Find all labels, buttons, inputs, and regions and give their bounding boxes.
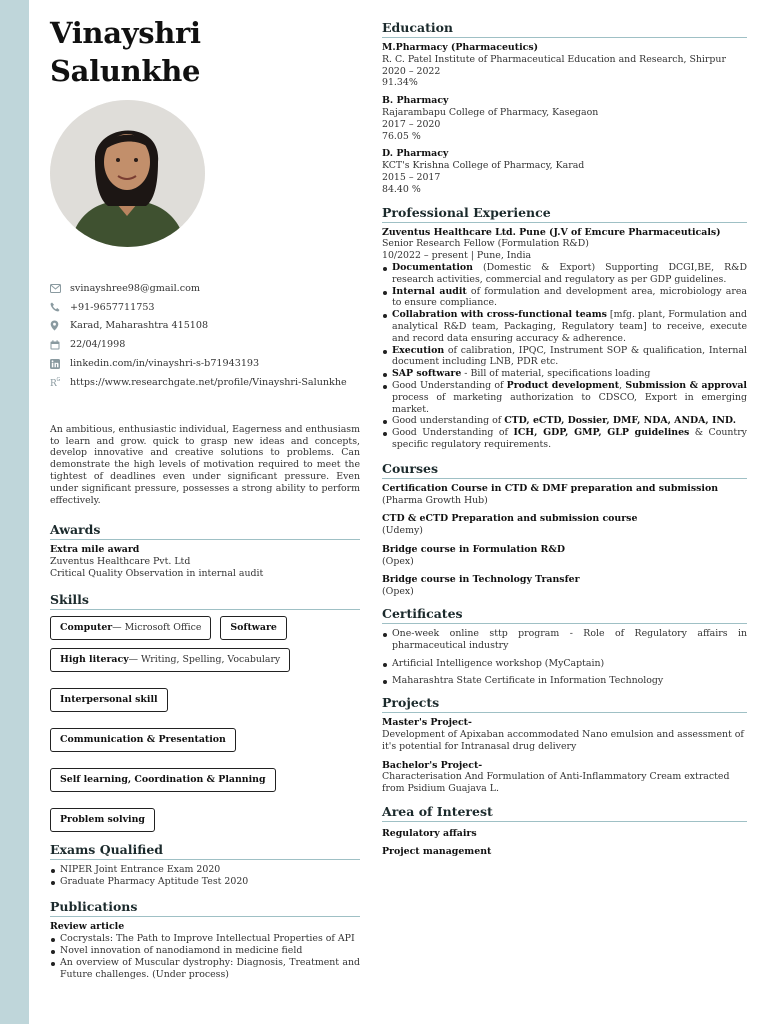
contact-linkedin[interactable] <box>50 354 360 373</box>
experience-company: Zuventus Healthcare Ltd. Pune (J.V of Emcure Pharmaceuticals) <box>382 226 721 238</box>
list-item <box>382 345 747 369</box>
bullet-text: , <box>619 379 626 391</box>
list-item: One-week online sttp program - Role of Regulatory affairs in pharmaceutical industry <box>382 628 747 652</box>
skill-chip-name: Self learning, Coordination & Planning <box>60 774 266 786</box>
education-school: KCT's Krishna College of Pharmacy, Karad <box>382 160 585 172</box>
education-score: 91.34% <box>382 77 418 89</box>
contact-location <box>50 317 360 336</box>
interest-heading: Area of Interest <box>382 804 747 822</box>
publications-heading: Publications <box>50 899 360 917</box>
interest-item: Project management <box>382 845 492 857</box>
education-years: 2020 – 2022 <box>382 65 441 77</box>
certificates-heading: Certificates <box>382 606 747 624</box>
contact-email[interactable] <box>50 279 360 298</box>
list-item: NIPER Joint Entrance Exam 2020 <box>50 864 360 876</box>
contact-researchgate[interactable] <box>50 373 360 392</box>
education-item <box>382 42 747 89</box>
list-item <box>382 427 747 451</box>
calendar-icon <box>50 340 70 350</box>
skill-chip-name: Interpersonal skill <box>60 694 158 706</box>
project-title: Master's Project- <box>382 717 472 729</box>
list-item <box>382 368 747 380</box>
skill-chip <box>50 688 168 712</box>
skill-chip <box>50 728 236 752</box>
education-years: 2017 – 2020 <box>382 118 441 130</box>
skill-chip <box>50 768 276 792</box>
projects-section <box>382 695 747 795</box>
course-title: CTD & eCTD Preparation and submission course <box>382 513 638 525</box>
publications-list <box>50 933 360 980</box>
certificates-list <box>382 628 747 687</box>
interest-list <box>382 828 747 858</box>
right-column <box>382 20 747 858</box>
list-item: Artificial Intelligence workshop (MyCaptain) <box>382 658 747 670</box>
skill-chip <box>50 616 211 640</box>
contact-list <box>50 279 360 392</box>
bullet-text: [mfg. plant, Formulation and analytical R&D team, Packaging, Regulatory team] to receive, execute and record data ensuring accuracy & adherence. <box>392 309 747 344</box>
list-item <box>382 309 747 344</box>
profile-summary: An ambitious, enthusiastic individual, Eagerness and enthusiasm to learn and grow. quick to grasp new ideas and concepts, develop innovative and creative solutions to problems. Can demonstrate the high levels of motivation required to meet the tightest of deadlines even under significant pressure. Even under significant pressure, possesses a strong ability to perform effectively. <box>50 423 360 506</box>
experience-role: Senior Research Fellow (Formulation R&D) <box>382 238 589 250</box>
project-desc: Characterisation And Formulation of Anti-Inflammatory Cream extracted from Psidium Guajava L. <box>382 771 730 795</box>
location-icon <box>50 320 70 331</box>
education-degree: D. Pharmacy <box>382 148 449 160</box>
list-item: Novel innovation of nanodiamond in medicine field <box>50 945 360 957</box>
education-years: 2015 – 2017 <box>382 171 441 183</box>
skill-chip <box>220 616 286 640</box>
courses-section <box>382 461 747 598</box>
course-title: Bridge course in Formulation R&D <box>382 543 565 555</box>
svg-text:G: G <box>56 377 61 384</box>
bullet-strong: Submission & approval <box>625 379 747 391</box>
courses-heading: Courses <box>382 461 747 479</box>
skill-chip-detail: — Microsoft Office <box>112 622 202 634</box>
bullet-text: - Bill of material, specifications loading <box>461 368 651 380</box>
education-school: R. C. Patel Institute of Pharmaceutical Education and Research, Shirpur <box>382 53 726 65</box>
project-item <box>382 717 747 752</box>
project-item <box>382 760 747 795</box>
education-item <box>382 148 747 195</box>
publications-section <box>50 899 360 980</box>
bullet-text: Good Understanding of <box>392 379 507 391</box>
project-title: Bachelor's Project- <box>382 759 483 771</box>
course-item <box>382 574 747 598</box>
project-desc: Development of Apixaban accommodated Nano emulsion and assessment of it's potential for Intranasal drug delivery <box>382 729 744 752</box>
bullet-text: of calibration, IPQC, Instrument SOP & qualification, Internal document including LNB, PDR etc. <box>392 344 747 368</box>
skill-chip-detail: — Writing, Spelling, Vocabulary <box>128 654 281 666</box>
projects-heading: Projects <box>382 695 747 713</box>
researchgate-icon <box>50 377 70 387</box>
exams-heading: Exams Qualified <box>50 842 360 860</box>
education-item <box>382 95 747 142</box>
experience-heading: Professional Experience <box>382 205 747 223</box>
profile-photo <box>50 100 205 247</box>
bullet-text: of formulation and development area, microbiology area to ensure compliance. <box>392 285 747 309</box>
course-title: Bridge course in Technology Transfer <box>382 574 580 586</box>
education-score: 84.40 % <box>382 183 421 195</box>
list-item: Graduate Pharmacy Aptitude Test 2020 <box>50 876 360 888</box>
interest-item: Regulatory affairs <box>382 828 477 840</box>
list-item: Maharashtra State Certificate in Information Technology <box>382 675 747 687</box>
bullet-text: Good Understanding of <box>392 427 514 439</box>
education-section <box>382 20 747 196</box>
contact-linkedin-text: linkedin.com/in/vinayshri-s-b71943193 <box>70 358 260 370</box>
list-item <box>382 286 747 310</box>
education-heading: Education <box>382 20 747 38</box>
skills-chips <box>50 616 360 832</box>
experience-bullets <box>382 262 747 451</box>
list-item: Cocrystals: The Path to Improve Intellectual Properties of API <box>50 933 360 945</box>
bullet-strong: Internal audit <box>392 285 467 297</box>
course-title: Certification Course in CTD & DMF preparation and submission <box>382 482 719 494</box>
bullet-text: (Domestic & Export) Supporting DCGI,BE, R&D research activities, commercial and regulatory as per GDP guidelines. <box>392 261 747 285</box>
candidate-name: Vinayshri Salunkhe <box>50 16 201 88</box>
course-provider: (Pharma Growth Hub) <box>382 494 488 506</box>
bullet-strong: Collabration with cross-functional teams <box>392 309 607 321</box>
left-column <box>50 14 360 980</box>
contact-phone-text: +91-9657711753 <box>70 301 155 313</box>
contact-researchgate-text: https://www.researchgate.net/profile/Vinayshri-Salunkhe <box>70 376 347 388</box>
awards-section <box>50 522 360 579</box>
award-desc: Critical Quality Observation in internal audit <box>50 567 264 579</box>
education-school: Rajarambapu College of Pharmacy, Kasegaon <box>382 106 599 118</box>
education-degree: M.Pharmacy (Pharmaceutics) <box>382 42 539 53</box>
award-org: Zuventus Healthcare Pvt. Ltd <box>50 556 191 568</box>
awards-heading: Awards <box>50 522 360 540</box>
skills-heading: Skills <box>50 592 360 610</box>
exams-section <box>50 842 360 888</box>
certificates-section <box>382 606 747 687</box>
education-score: 76.05 % <box>382 130 421 142</box>
skills-section <box>50 592 360 832</box>
bullet-strong: ICH, GDP, GMP, GLP guidelines <box>513 427 690 439</box>
bullet-strong: Documentation <box>392 261 473 273</box>
course-item <box>382 483 747 507</box>
skill-chip-name: Computer <box>60 622 113 634</box>
bullet-strong: Execution <box>392 344 445 356</box>
education-degree: B. Pharmacy <box>382 95 449 107</box>
bullet-strong: CTD, eCTD, Dossier, DMF, NDA, ANDA, IND. <box>504 415 736 427</box>
list-item <box>382 415 747 427</box>
accent-stripe <box>0 0 29 1024</box>
skill-chip-name: Communication & Presentation <box>60 734 226 746</box>
skill-chip <box>50 648 290 672</box>
skill-chip-name: Problem solving <box>60 814 145 826</box>
list-item <box>382 262 747 286</box>
publications-subheading: Review article <box>50 921 125 933</box>
course-item <box>382 544 747 568</box>
linkedin-icon <box>50 359 70 369</box>
skill-chip <box>50 808 155 832</box>
list-item <box>382 380 747 415</box>
profile-photo-illustration <box>50 100 205 247</box>
phone-icon <box>50 302 70 312</box>
email-icon <box>50 284 70 293</box>
contact-phone[interactable] <box>50 298 360 317</box>
award-title: Extra mile award <box>50 544 140 556</box>
bullet-text: Good understanding of <box>392 415 505 427</box>
interest-section <box>382 804 747 858</box>
bullet-strong: SAP software <box>392 368 462 380</box>
list-item: An overview of Muscular dystrophy: Diagnosis, Treatment and Future challenges. (Under process) <box>50 957 360 981</box>
contact-location-text: Karad, Maharashtra 415108 <box>70 320 209 332</box>
experience-section <box>382 205 747 451</box>
svg-text:R: R <box>50 379 57 388</box>
course-provider: (Udemy) <box>382 525 423 537</box>
bullet-text: & Country specific regulatory requirements. <box>392 427 747 450</box>
skill-chip-name: Software <box>230 622 277 634</box>
course-provider: (Opex) <box>382 586 414 598</box>
bullet-strong: Product development <box>506 379 620 391</box>
skill-chip-name: High literacy <box>60 654 129 666</box>
bullet-text: process of marketing authorization to CDSCO, Export in emerging market. <box>392 391 747 415</box>
experience-period: 10/2022 – present | Pune, India <box>382 250 532 262</box>
course-provider: (Opex) <box>382 555 414 567</box>
contact-birthdate <box>50 335 360 354</box>
contact-email-text: svinayshree98@gmail.com <box>70 282 200 294</box>
contact-birthdate-text: 22/04/1998 <box>70 339 126 351</box>
exams-list <box>50 864 360 888</box>
course-item <box>382 513 747 537</box>
